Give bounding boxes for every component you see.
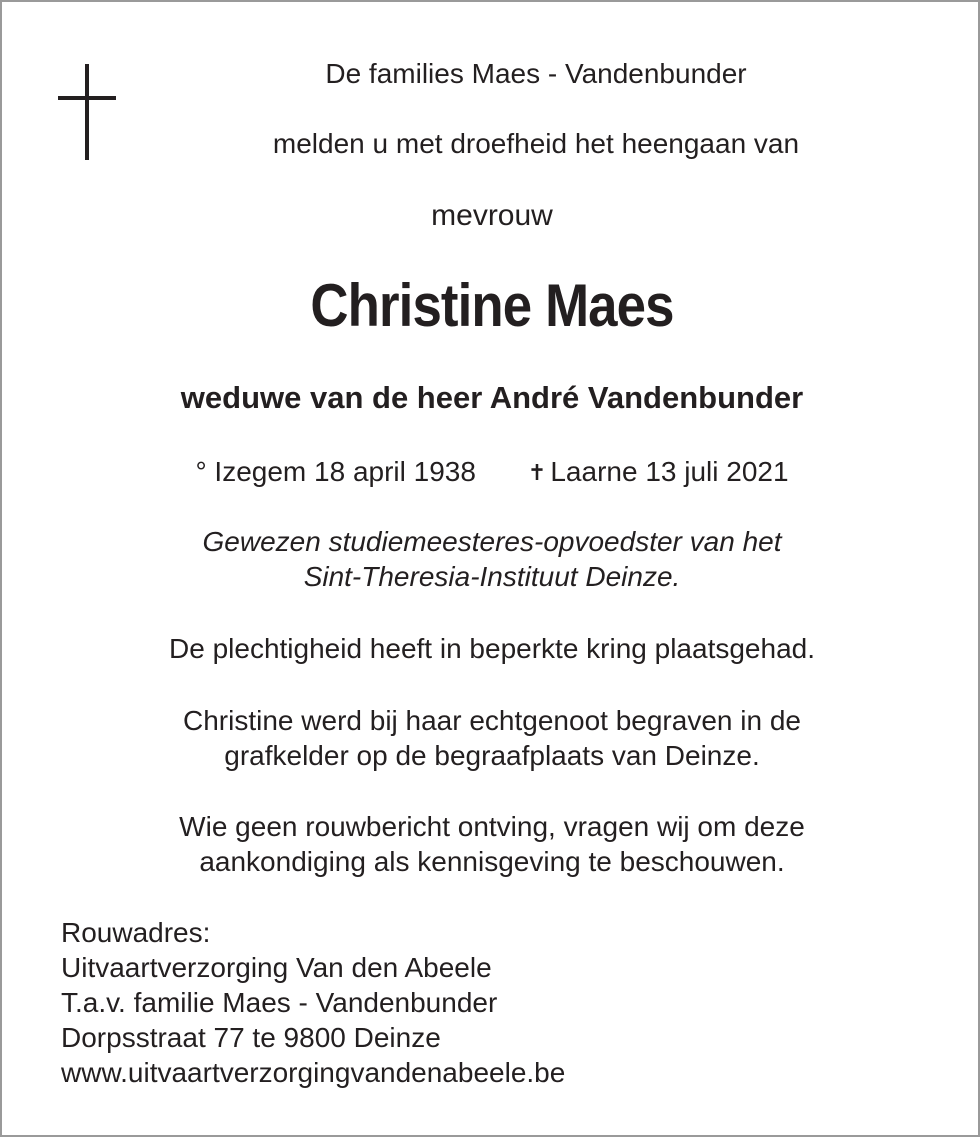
role-line-2: Sint-Theresia-Instituut Deinze. [303,561,681,592]
mourning-address [61,915,565,1090]
address-heading: Rouwadres: [61,917,211,948]
cross-horizontal-bar [58,96,116,100]
birth-info: ° Izegem 18 april 1938 [195,456,476,487]
notice-line-1: Wie geen rouwbericht ontving, vragen wij om deze [179,811,805,842]
burial-line-2: grafkelder op de begraafplaats van Deinze. [224,740,760,771]
intro-line-families: De families Maes - Vandenbunder [325,58,747,89]
burial-line-1: Christine werd bij haar echtgenoot begraven in de [183,705,801,736]
small-cross-icon: ✝ [527,460,547,485]
address-website[interactable]: www.uitvaartverzorgingvandenabeele.be [61,1057,566,1088]
widow-line: weduwe van de heer André Vandenbunder [180,380,804,415]
death-info: Laarne 13 juli 2021 [550,456,789,487]
address-line-2: T.a.v. familie Maes - Vandenbunder [61,987,498,1018]
dates-line [2,455,980,491]
address-line-1: Uitvaartverzorging Van den Abeele [61,952,492,983]
role-line-1: Gewezen studiemeesteres-opvoedster van het [202,526,782,557]
address-line-3: Dorpsstraat 77 te 9800 Deinze [61,1022,441,1053]
notice-line-2: aankondiging als kennisgeving te beschouwen. [199,846,785,877]
intro-line-message: melden u met droefheid het heengaan van [272,128,800,159]
deceased-name: Christine Maes [310,272,674,339]
ceremony-line: De plechtigheid heeft in beperkte kring plaatsgehad. [169,633,815,664]
title-word: mevrouw [431,199,553,232]
